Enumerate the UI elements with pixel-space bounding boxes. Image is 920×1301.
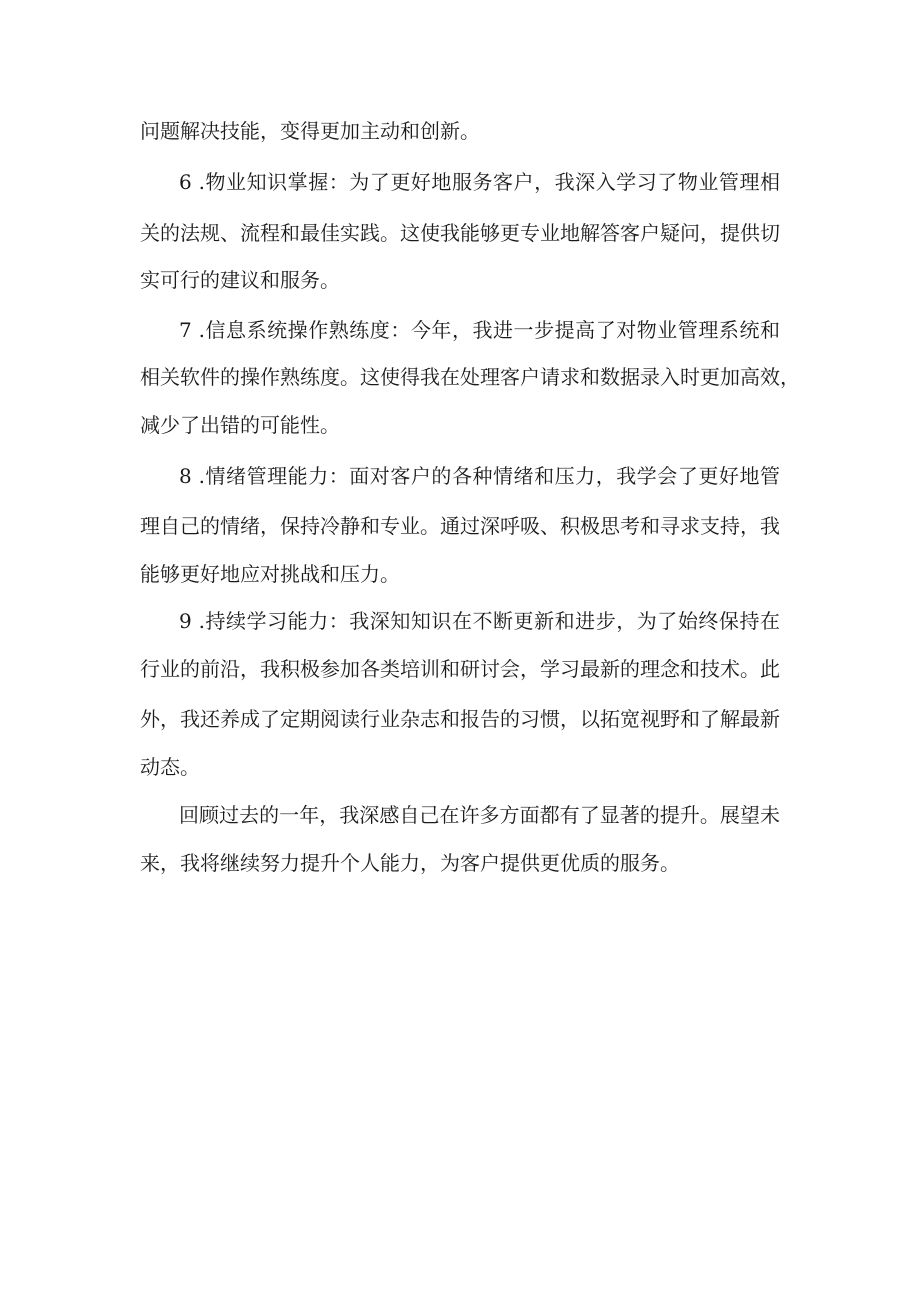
- paragraph-line: [0, 704, 920, 734]
- item-6-line-1: 6 .物业知识掌握：为了更好地服务客户，我深入学习了物业管理相: [179, 170, 780, 194]
- paragraph-line: [0, 559, 920, 589]
- conclusion-line-2: 来，我将继续努力提升个人能力，为客户提供更优质的服务。: [140, 851, 680, 875]
- paragraph-line: [0, 362, 920, 392]
- paragraph-line: [0, 848, 920, 878]
- paragraph-line: [0, 265, 920, 295]
- paragraph-line: [0, 410, 920, 440]
- item-7-line-3: 减少了出错的可能性。: [140, 413, 340, 437]
- item-7-line-2: 相关软件的操作熟练度。这使得我在处理客户请求和数据录入时更加高效，: [140, 365, 800, 389]
- item-9-line-2: 行业的前沿，我积极参加各类培训和研讨会，学习最新的理念和技术。此: [140, 657, 780, 681]
- conclusion-line-1: 回顾过去的一年，我深感自己在许多方面都有了显著的提升。展望未: [179, 803, 780, 827]
- item-8-line-1: 8 .情绪管理能力：面对客户的各种情绪和压力，我学会了更好地管: [179, 464, 780, 488]
- paragraph-line: [0, 315, 920, 345]
- paragraph-line: [0, 116, 920, 146]
- paragraph-line: [0, 218, 920, 248]
- intro-tail-text: 问题解决技能，变得更加主动和创新。: [140, 119, 480, 143]
- paragraph-line: [0, 654, 920, 684]
- paragraph-line: [0, 800, 920, 830]
- paragraph-line: [0, 167, 920, 197]
- paragraph-line: [0, 511, 920, 541]
- item-8-line-2: 理自己的情绪，保持冷静和专业。通过深呼吸、积极思考和寻求支持，我: [140, 514, 780, 538]
- item-9-line-4: 动态。: [140, 755, 200, 779]
- item-6-line-2: 关的法规、流程和最佳实践。这使我能够更专业地解答客户疑问，提供切: [140, 221, 780, 245]
- item-8-line-3: 能够更好地应对挑战和压力。: [140, 562, 400, 586]
- item-9-line-1: 9 .持续学习能力：我深知知识在不断更新和进步，为了始终保持在: [179, 609, 780, 633]
- paragraph-line: [0, 606, 920, 636]
- item-9-line-3: 外，我还养成了定期阅读行业杂志和报告的习惯，以拓宽视野和了解最新: [140, 707, 780, 731]
- paragraph-line: [0, 461, 920, 491]
- item-7-line-1: 7 .信息系统操作熟练度：今年，我进一步提高了对物业管理系统和: [179, 318, 780, 342]
- paragraph-line: [0, 752, 920, 782]
- item-6-line-3: 实可行的建议和服务。: [140, 268, 340, 292]
